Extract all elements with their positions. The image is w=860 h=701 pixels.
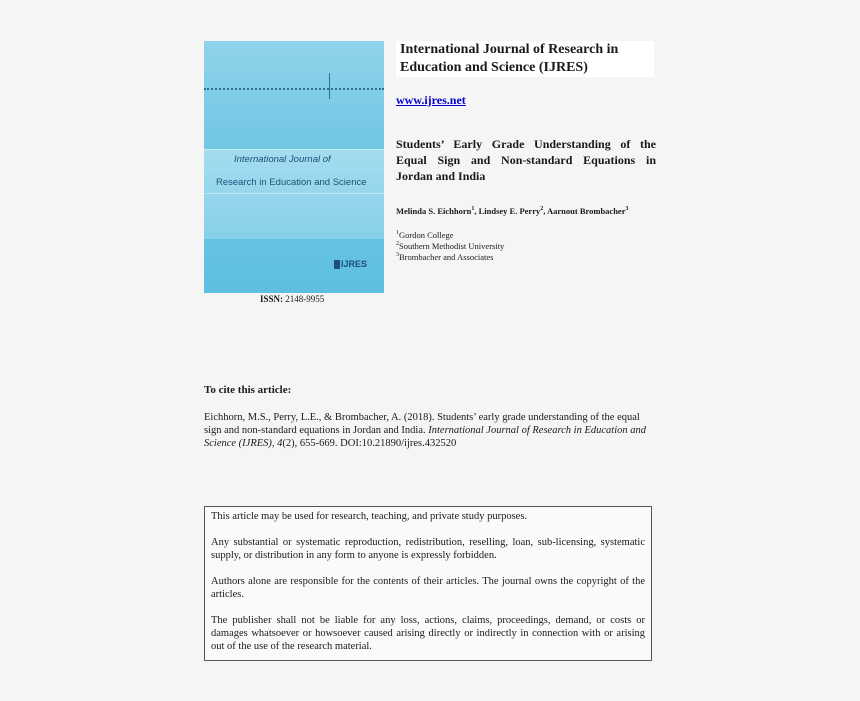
- citation-journal-italic: International Journal of Research in Education and Science (IJRES), 4: [204, 425, 646, 449]
- cover-logo: [334, 259, 367, 269]
- terms-paragraph-2: Any substantial or systematic reproduction, redistribution, reselling, loan, sub-licensing, systematic supply, or distribution in any form to anyone is expressly forbidden.: [211, 537, 645, 561]
- affiliation-1-sup: 1: [396, 230, 399, 237]
- journal-name: [396, 41, 654, 77]
- affiliation-3-name: Brombacher and Associates: [399, 252, 494, 262]
- author-3-name: , Aarnout Brombacher: [543, 206, 626, 216]
- issn-label: ISSN:: [260, 294, 284, 304]
- issn: [260, 294, 324, 304]
- article-title: Students’ Early Grade Understanding of the Equal Sign and Non-standard Equations in Jordan and India: [396, 137, 656, 183]
- author-list: [396, 206, 656, 217]
- author-2-name: , Lindsey E. Perry: [474, 206, 541, 216]
- cover-dotted-line: [204, 88, 384, 90]
- journal-name-line2: Education and Science (IJRES): [400, 60, 588, 75]
- affiliation-1-name: Gordon College: [399, 230, 454, 240]
- author-2-sup: 2: [540, 206, 544, 213]
- cover-band-line-2: [204, 193, 384, 194]
- terms-of-use-box: [204, 506, 652, 661]
- cover-tick-mark: [329, 73, 330, 99]
- terms-paragraph-1: This article may be used for research, teaching, and private study purposes.: [211, 511, 528, 522]
- affiliation-2: [396, 241, 504, 252]
- citation-part2: (2), 655-669. DOI:10.21890/ijres.432520: [282, 438, 457, 449]
- citation-text: [204, 411, 650, 450]
- ijres-logo-icon: [334, 260, 340, 269]
- journal-website-link[interactable]: www.ijres.net: [396, 93, 466, 107]
- citation-part1: Eichhorn, M.S., Perry, L.E., & Brombacher, A. (2018). Students’ early grade understanding of the equal sign and non-standard equations in Jordan and India.: [204, 412, 640, 436]
- cover-band-line: [204, 149, 384, 150]
- cover-title-line2: Research in Education and Science: [216, 177, 367, 188]
- journal-cover-image: [204, 41, 384, 293]
- affiliation-3: [396, 252, 493, 263]
- affiliation-1: [396, 230, 454, 241]
- affiliation-2-sup: 2: [396, 241, 399, 248]
- terms-paragraph-4: The publisher shall not be liable for any loss, actions, claims, proceedings, demand, or costs or damages whatsoever or howsoever caused arising directly or indirectly in connection with or arising out of the use of the research material.: [211, 615, 645, 652]
- cover-title-line1: International Journal of: [234, 154, 331, 165]
- terms-paragraph-3: Authors alone are responsible for the contents of their articles. The journal owns the copyright of the articles.: [211, 576, 645, 600]
- affiliation-2-name: Southern Methodist University: [399, 241, 505, 251]
- author-3-sup: 3: [625, 206, 629, 213]
- cite-heading: To cite this article:: [204, 384, 292, 396]
- affiliation-3-sup: 3: [396, 252, 399, 259]
- author-1-sup: 1: [471, 206, 475, 213]
- author-1-name: Melinda S. Eichhorn: [396, 206, 472, 216]
- cover-logo-text: IJRES: [341, 259, 368, 269]
- issn-value: 2148-9955: [285, 294, 325, 304]
- journal-name-line1: International Journal of Research in: [400, 42, 619, 57]
